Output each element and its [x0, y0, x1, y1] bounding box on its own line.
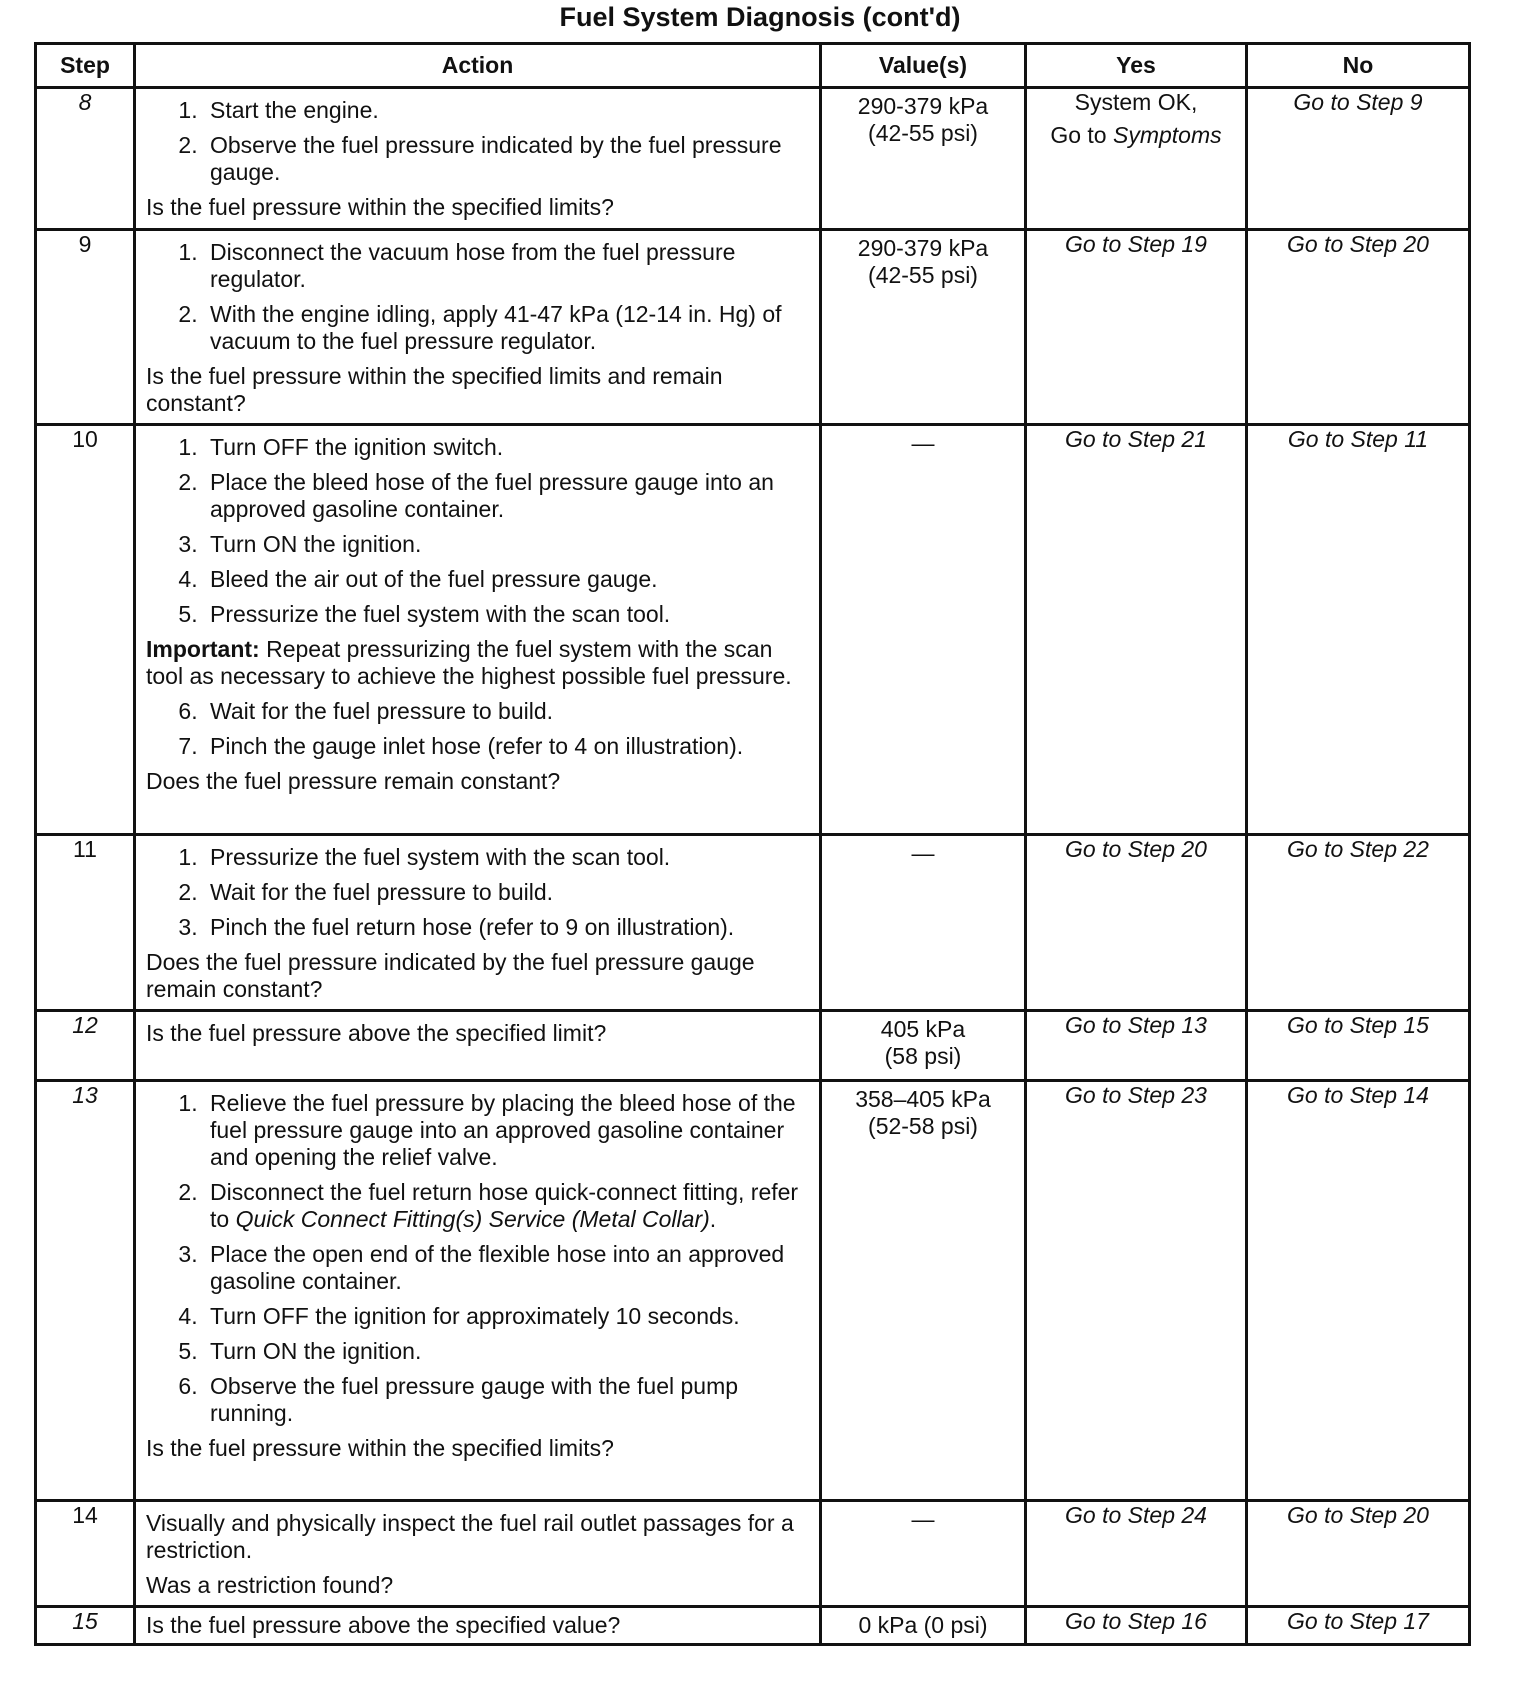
action-text: Visually and physically inspect the fuel rail outlet passages for a restriction.: [146, 1510, 794, 1563]
list-item: 2. Observe the fuel pressure indicated by the fuel pressure gauge.: [204, 132, 809, 186]
list-item: 1. Start the engine.: [204, 97, 809, 124]
action-question: Was a restriction found?: [146, 1572, 394, 1598]
step-number: 9: [36, 230, 135, 425]
yes-cell[interactable]: Go to Step 16: [1026, 1607, 1247, 1645]
list-item: [204, 1179, 809, 1233]
action-list: [146, 97, 809, 186]
value-cell: [821, 425, 1026, 835]
item-text: Disconnect the fuel return hose quick-connect fitting, refer to: [210, 1179, 799, 1232]
value-text: 405 kPa (58 psi): [880, 1016, 966, 1069]
no-cell[interactable]: Go to Step 20: [1247, 1501, 1470, 1607]
yes-cell[interactable]: Go to Step 23: [1026, 1081, 1247, 1501]
yes-link-symptoms[interactable]: Symptoms: [1113, 122, 1222, 148]
value-text: —: [911, 430, 935, 456]
list-item: 3. Pinch the fuel return hose (refer to 9 on illustration).: [204, 914, 809, 941]
yes-cell[interactable]: Go to Step 21: [1026, 425, 1247, 835]
list-item: 2. Place the bleed hose of the fuel pressure gauge into an approved gasoline container.: [204, 469, 809, 523]
action-cell: [135, 88, 821, 230]
step-number: 14: [36, 1501, 135, 1607]
action-cell: [135, 1081, 821, 1501]
action-question: Is the fuel pressure within the specified limits?: [146, 1435, 614, 1461]
value-cell: [821, 88, 1026, 230]
value-cell: [821, 1011, 1026, 1081]
step-number: 8: [36, 88, 135, 230]
value-text: —: [911, 1506, 935, 1532]
step-number: 11: [36, 835, 135, 1011]
action-list: [146, 434, 809, 628]
step-number: 10: [36, 425, 135, 835]
table-row: [36, 1011, 1470, 1081]
header-step: Step: [36, 44, 135, 88]
yes-cell[interactable]: Go to Step 19: [1026, 230, 1247, 425]
list-item: 6. Observe the fuel pressure gauge with the fuel pump running.: [204, 1373, 809, 1427]
value-cell: [821, 1607, 1026, 1645]
value-text: 358–405 kPa (52-58 psi): [855, 1086, 991, 1139]
list-item: 5. Pressurize the fuel system with the scan tool.: [204, 601, 809, 628]
step-number: 12: [36, 1011, 135, 1081]
list-item: 6. Wait for the fuel pressure to build.: [204, 698, 809, 725]
action-cell: [135, 1501, 821, 1607]
yes-cell[interactable]: Go to Step 24: [1026, 1501, 1247, 1607]
value-cell: [821, 1501, 1026, 1607]
header-values: Value(s): [821, 44, 1026, 88]
no-cell[interactable]: Go to Step 9: [1247, 88, 1470, 230]
value-text: 290-379 kPa (42-55 psi): [857, 93, 989, 146]
value-cell: [821, 1081, 1026, 1501]
header-action: Action: [135, 44, 821, 88]
yes-cell: [1026, 88, 1247, 230]
action-question: Is the fuel pressure above the specified value?: [146, 1612, 621, 1638]
action-cell: [135, 835, 821, 1011]
important-text: Repeat pressurizing the fuel system with the scan tool as necessary to achieve the highest possible fuel pressure.: [146, 636, 792, 689]
list-item: 2. With the engine idling, apply 41-47 kPa (12-14 in. Hg) of vacuum to the fuel pressure regulator.: [204, 301, 809, 355]
yes-link-line: [1031, 122, 1241, 149]
action-list: [146, 1090, 809, 1427]
action-question: Does the fuel pressure remain constant?: [146, 768, 561, 794]
table-row: [36, 88, 1470, 230]
yes-cell[interactable]: Go to Step 13: [1026, 1011, 1247, 1081]
diagnosis-table: [34, 42, 1471, 1646]
action-cell: [135, 230, 821, 425]
table-row: [36, 1501, 1470, 1607]
value-cell: [821, 835, 1026, 1011]
list-item: 3. Turn ON the ignition.: [204, 531, 809, 558]
quick-connect-reference-link[interactable]: Quick Connect Fitting(s) Service (Metal Collar): [235, 1206, 710, 1232]
value-cell: [821, 230, 1026, 425]
no-cell[interactable]: Go to Step 11: [1247, 425, 1470, 835]
action-list-continued: [146, 698, 809, 760]
no-cell[interactable]: Go to Step 20: [1247, 230, 1470, 425]
action-list: [146, 844, 809, 941]
table-row: [36, 230, 1470, 425]
action-question: Does the fuel pressure indicated by the fuel pressure gauge remain constant?: [146, 949, 755, 1002]
action-cell: [135, 425, 821, 835]
step-number: 15: [36, 1607, 135, 1645]
list-item: 4. Turn OFF the ignition for approximately 10 seconds.: [204, 1303, 809, 1330]
yes-prefix: Go to: [1050, 122, 1113, 148]
list-item: 1. Disconnect the vacuum hose from the fuel pressure regulator.: [204, 239, 809, 293]
item-end: .: [709, 1206, 717, 1232]
header-yes: Yes: [1026, 44, 1247, 88]
value-text: 0 kPa (0 psi): [858, 1612, 988, 1638]
table-row: [36, 835, 1470, 1011]
important-label: Important:: [146, 636, 260, 662]
step-number: 13: [36, 1081, 135, 1501]
no-cell[interactable]: Go to Step 17: [1247, 1607, 1470, 1645]
table-row: [36, 1607, 1470, 1645]
list-item: 1. Turn OFF the ignition switch.: [204, 434, 809, 461]
list-item: 7. Pinch the gauge inlet hose (refer to 4 on illustration).: [204, 733, 809, 760]
yes-text: System OK,: [1074, 89, 1198, 115]
table-header-row: [36, 44, 1470, 88]
action-question: Is the fuel pressure within the specified limits?: [146, 194, 614, 220]
list-item: 2. Wait for the fuel pressure to build.: [204, 879, 809, 906]
no-cell[interactable]: Go to Step 14: [1247, 1081, 1470, 1501]
list-item: 3. Place the open end of the flexible hose into an approved gasoline container.: [204, 1241, 809, 1295]
list-item: 4. Bleed the air out of the fuel pressure gauge.: [204, 566, 809, 593]
no-cell[interactable]: Go to Step 22: [1247, 835, 1470, 1011]
action-cell: [135, 1011, 821, 1081]
value-text: —: [911, 840, 935, 866]
table-row: [36, 1081, 1470, 1501]
table-row: [36, 425, 1470, 835]
list-item: 1. Relieve the fuel pressure by placing the bleed hose of the fuel pressure gauge into an approved gasoline container and opening the relief valve.: [204, 1090, 809, 1171]
list-item: 1. Pressurize the fuel system with the scan tool.: [204, 844, 809, 871]
action-question: Is the fuel pressure above the specified limit?: [146, 1020, 607, 1046]
header-no: No: [1247, 44, 1470, 88]
value-text: 290-379 kPa (42-55 psi): [857, 235, 989, 288]
list-item: 5. Turn ON the ignition.: [204, 1338, 809, 1365]
action-cell: [135, 1607, 821, 1645]
page-title: Fuel System Diagnosis (cont'd): [559, 2, 961, 32]
action-list: [146, 239, 809, 355]
no-cell[interactable]: Go to Step 15: [1247, 1011, 1470, 1081]
important-note: [146, 636, 809, 690]
yes-cell[interactable]: Go to Step 20: [1026, 835, 1247, 1011]
action-question: Is the fuel pressure within the specified limits and remain constant?: [146, 363, 723, 416]
